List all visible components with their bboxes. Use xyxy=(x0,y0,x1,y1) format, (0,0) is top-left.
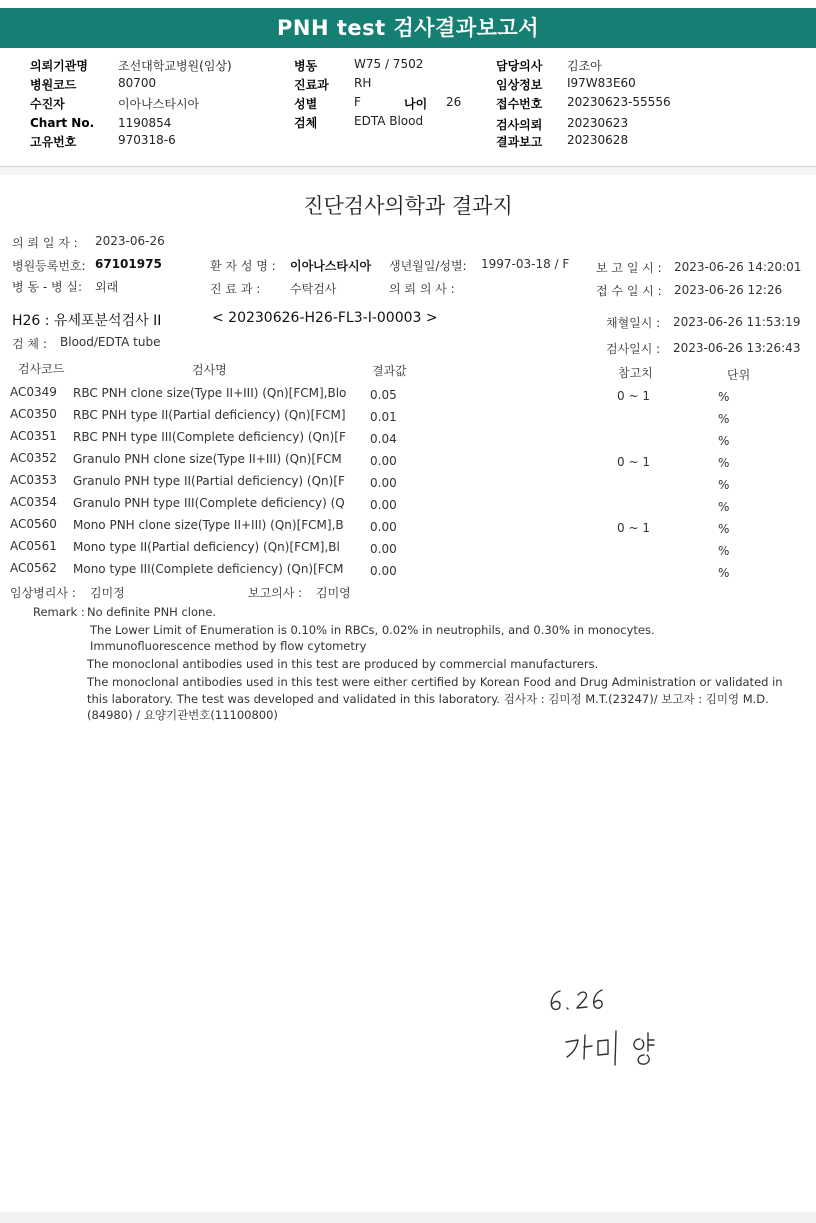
remark-label: Remark : xyxy=(33,605,85,619)
handwritten-signature xyxy=(540,985,700,1095)
remark-line: this laboratory. The test was developed and validated in this laboratory. 검사자 : 김미정 M.T.(23247)/ 보고자 : 김미영 M.D. xyxy=(87,692,769,706)
unique-no-value: 970318-6 xyxy=(118,133,176,147)
ward-label: 병동 xyxy=(294,59,318,73)
row-code: AC0349 xyxy=(10,385,57,399)
banner-title: PNH test 검사결과보고서 xyxy=(277,16,539,40)
remark-line: No definite PNH clone. xyxy=(87,605,217,619)
col-header-ref: 참고치 xyxy=(618,366,653,380)
footer-band xyxy=(0,1212,816,1223)
hospital-code-label: 병원코드 xyxy=(30,78,77,92)
receive-time-value: 2023-06-26 12:26 xyxy=(674,283,783,297)
patient-label: 수진자 xyxy=(30,97,65,111)
collect-time-label: 채혈일시 : xyxy=(606,316,661,330)
pathologist-label: 임상병리사 : xyxy=(10,586,76,600)
chart-no-label: Chart No. xyxy=(30,116,95,130)
request-date-value: 20230623 xyxy=(567,116,629,130)
row-code: AC0354 xyxy=(10,495,57,509)
reporter-value: 김미영 xyxy=(316,586,351,600)
doctor-label: 담당의사 xyxy=(496,59,543,73)
age-label: 나이 xyxy=(404,97,428,111)
row-test-name: RBC PNH type III(Complete deficiency) (Qn)[F xyxy=(73,430,346,444)
col-header-result: 결과값 xyxy=(372,364,407,378)
header-gap xyxy=(0,167,816,175)
org-value: 조선대학교병원(임상) xyxy=(118,59,232,73)
specimen-label: 검 체 : xyxy=(12,337,47,351)
receipt-no-label: 접수번호 xyxy=(496,97,543,111)
row-code: AC0353 xyxy=(10,473,57,487)
document-title: 진단검사의학과 결과지 xyxy=(303,194,513,218)
col-header-name: 검사명 xyxy=(192,363,227,377)
order-header xyxy=(0,48,816,166)
row-test-name: RBC PNH type II(Partial deficiency) (Qn)[FCM] xyxy=(73,408,346,422)
row-unit: % xyxy=(718,412,730,426)
row-ref: 0 ~ 1 xyxy=(617,521,650,535)
clinical-info-label: 임상정보 xyxy=(496,78,543,92)
row-unit: % xyxy=(718,544,730,558)
row-result: 0.00 xyxy=(370,454,397,468)
row-code: AC0560 xyxy=(10,517,57,531)
chart-no-value: 1190854 xyxy=(118,116,172,130)
row-ref: 0 ~ 1 xyxy=(617,389,650,403)
remark-line: Immunofluorescence method by flow cytometry xyxy=(90,639,367,653)
result-date-value: 20230628 xyxy=(567,133,629,147)
test-time-value: 2023-06-26 13:26:43 xyxy=(673,341,801,355)
report-time-value: 2023-06-26 14:20:01 xyxy=(674,260,802,274)
dept-value: RH xyxy=(354,76,372,90)
specimen-value: Blood/EDTA tube xyxy=(60,335,161,349)
org-label: 의뢰기관명 xyxy=(30,59,88,73)
row-result: 0.05 xyxy=(370,388,397,402)
row-result: 0.00 xyxy=(370,476,397,490)
row-code: AC0562 xyxy=(10,561,57,575)
col-header-unit: 단위 xyxy=(727,368,751,382)
sex-label: 성별 xyxy=(294,97,318,111)
dept-value: 수탁검사 xyxy=(290,282,337,296)
result-date-label: 결과보고 xyxy=(496,135,543,149)
row-code: AC0352 xyxy=(10,451,57,465)
dept-label: 진 료 과 : xyxy=(210,282,261,296)
dept-label: 진료과 xyxy=(294,78,329,92)
ward-room-value: 외래 xyxy=(95,280,119,294)
row-test-name: Mono type II(Partial deficiency) (Qn)[FCM],Bl xyxy=(73,540,340,554)
request-date-label: 검사의뢰 xyxy=(496,118,543,132)
remark-line: The Lower Limit of Enumeration is 0.10% in RBCs, 0.02% in neutrophils, and 0.30% in monocytes. xyxy=(90,623,655,637)
receive-time-label: 접 수 일 시 : xyxy=(596,284,662,298)
row-result: 0.00 xyxy=(370,520,397,534)
row-test-name: Granulo PNH type III(Complete deficiency) (Q xyxy=(73,496,345,510)
reporter-label: 보고의사 : xyxy=(248,586,303,600)
dob-label: 생년월일/성별: xyxy=(389,259,467,273)
row-code: AC0351 xyxy=(10,429,57,443)
row-result: 0.00 xyxy=(370,564,397,578)
request-date-label: 의 뢰 일 자 : xyxy=(12,236,78,250)
row-unit: % xyxy=(718,478,730,492)
row-test-name: Granulo PNH type II(Partial deficiency) (Qn)[F xyxy=(73,474,345,488)
row-test-name: RBC PNH clone size(Type II+III) (Qn)[FCM],Blo xyxy=(73,386,347,400)
specimen-value: EDTA Blood xyxy=(354,114,424,128)
row-unit: % xyxy=(718,390,730,404)
row-unit: % xyxy=(718,500,730,514)
specimen-label: 검체 xyxy=(294,116,318,130)
patient-value: 이아나스타시아 xyxy=(118,97,200,111)
reg-no-value: 67101975 xyxy=(95,257,162,271)
reg-no-label: 병원등록번호: xyxy=(12,259,86,273)
row-test-name: Granulo PNH clone size(Type II+III) (Qn)[FCM xyxy=(73,452,342,466)
row-unit: % xyxy=(718,566,730,580)
report-banner xyxy=(0,8,816,48)
row-result: 0.01 xyxy=(370,410,397,424)
row-code: AC0561 xyxy=(10,539,57,553)
doctor-value: 김조아 xyxy=(567,59,602,73)
test-time-label: 검사일시 : xyxy=(606,342,661,356)
col-header-code: 검사코드 xyxy=(18,362,65,376)
row-result: 0.00 xyxy=(370,542,397,556)
row-test-name: Mono type III(Complete deficiency) (Qn)[FCM xyxy=(73,562,344,576)
patient-name-label: 환 자 성 명 : xyxy=(210,259,276,273)
dob-value: 1997-03-18 / F xyxy=(481,257,570,271)
referring-doctor-label: 의 뢰 의 사 : xyxy=(389,282,455,296)
row-unit: % xyxy=(718,522,730,536)
row-test-name: Mono PNH clone size(Type II+III) (Qn)[FCM],B xyxy=(73,518,344,532)
row-result: 0.04 xyxy=(370,432,397,446)
patient-name-value: 이아나스타시아 xyxy=(290,259,372,273)
remark-line: The monoclonal antibodies used in this test are produced by commercial manufacturers. xyxy=(87,657,599,671)
age-value: 26 xyxy=(446,95,462,109)
row-ref: 0 ~ 1 xyxy=(617,455,650,469)
remark-line: The monoclonal antibodies used in this test were either certified by Korean Food and Drug Administration or validated in xyxy=(87,675,783,689)
collect-time-value: 2023-06-26 11:53:19 xyxy=(673,315,801,329)
row-result: 0.00 xyxy=(370,498,397,512)
row-unit: % xyxy=(718,434,730,448)
report-time-label: 보 고 일 시 : xyxy=(596,261,662,275)
hospital-code-value: 80700 xyxy=(118,76,157,90)
ward-value: W75 / 7502 xyxy=(354,57,424,71)
row-code: AC0350 xyxy=(10,407,57,421)
request-date-value: 2023-06-26 xyxy=(95,234,165,248)
pathologist-value: 김미정 xyxy=(90,586,125,600)
test-group-title: H26 : 유세포분석검사 II xyxy=(12,313,162,329)
row-unit: % xyxy=(718,456,730,470)
clinical-info-value: I97W83E60 xyxy=(567,76,636,90)
unique-no-label: 고유번호 xyxy=(30,135,77,149)
ward-room-label: 병 동 - 병 실: xyxy=(12,280,82,294)
sex-value: F xyxy=(354,95,361,109)
sample-id: < 20230626-H26-FL3-I-00003 > xyxy=(212,310,438,326)
receipt-no-value: 20230623-55556 xyxy=(567,95,671,109)
remark-line: (84980) / 요양기관번호(11100800) xyxy=(87,708,278,722)
